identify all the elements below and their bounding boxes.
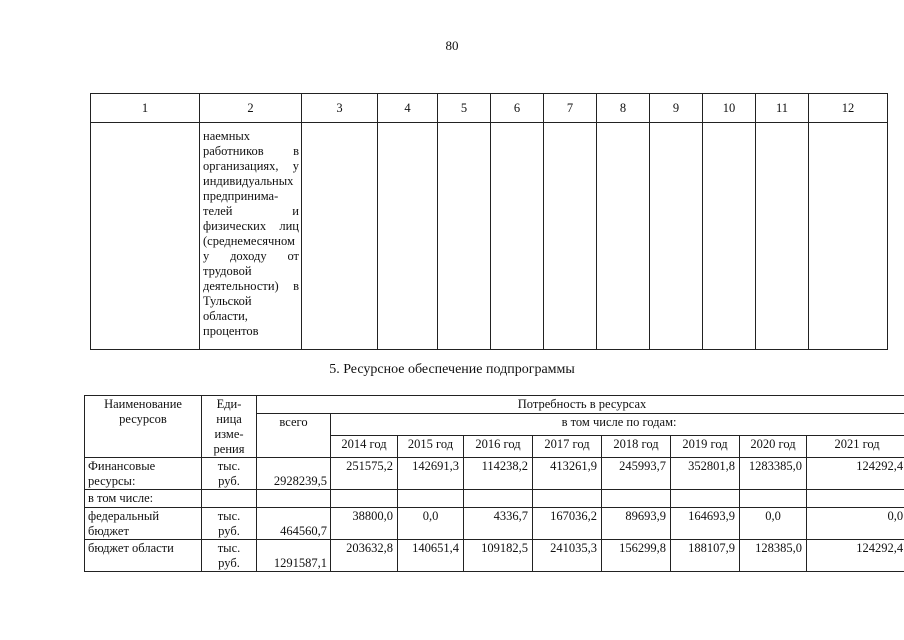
description-line: физических лиц (203, 219, 299, 233)
description-line: организациях, у (203, 159, 299, 173)
description-line: телей и (203, 204, 299, 218)
year-header: 2015 год (398, 436, 464, 458)
description-line: индивидуальных (203, 174, 294, 188)
value-cell: 164693,9 (671, 508, 740, 540)
value-cell: 38800,0 (331, 508, 398, 540)
cell-line: Финансовые (88, 459, 156, 473)
value-cell (533, 490, 602, 508)
value-cell: 352801,8 (671, 458, 740, 490)
resource-table (84, 395, 904, 572)
cell-line: тыс. (217, 509, 241, 523)
column-number-header: 9 (650, 94, 703, 123)
description-line: Тульской (203, 294, 252, 308)
value-cell (740, 490, 807, 508)
column-number-header: 3 (302, 94, 378, 123)
cell-line: руб. (218, 474, 240, 488)
resource-name-cell (85, 540, 202, 572)
value-cell: 167036,2 (533, 508, 602, 540)
unit-cell (202, 458, 257, 490)
unit-cell (202, 490, 257, 508)
value-cell: 413261,9 (533, 458, 602, 490)
column-number-header: 1 (91, 94, 200, 123)
total-cell (257, 490, 331, 508)
header-line: Еди- (216, 397, 242, 411)
top-table (90, 93, 888, 350)
empty-cell (756, 123, 809, 350)
description-line: трудовой (203, 264, 252, 278)
value-cell (807, 490, 904, 508)
year-header: 2020 год (740, 436, 807, 458)
total-header: всего (257, 414, 331, 458)
column-number-header: 8 (597, 94, 650, 123)
description-line: работников в (203, 144, 299, 158)
description-line: наемных (203, 129, 251, 143)
value-cell: 142691,3 (398, 458, 464, 490)
value-cell: 4336,7 (464, 508, 533, 540)
value-cell (464, 490, 533, 508)
table-row (85, 508, 904, 540)
value-cell: 89693,9 (602, 508, 671, 540)
year-header: 2018 год (602, 436, 671, 458)
value-cell: 203632,8 (331, 540, 398, 572)
value-cell: 109182,5 (464, 540, 533, 572)
value-cell: 251575,2 (331, 458, 398, 490)
column-number-header: 2 (200, 94, 302, 123)
value-cell: 0,0 (398, 508, 464, 540)
header-line: ресурсов (119, 412, 167, 426)
description-line: процентов (203, 324, 259, 338)
cell-line: ресурсы: (88, 474, 136, 488)
value-cell: 156299,8 (602, 540, 671, 572)
resource-name-cell (85, 508, 202, 540)
empty-cell (809, 123, 888, 350)
total-cell: 464560,7 (257, 508, 331, 540)
year-header: 2016 год (464, 436, 533, 458)
description-line: у доходу от (203, 249, 299, 263)
value-cell: 128385,0 (740, 540, 807, 572)
empty-cell (438, 123, 491, 350)
column-number-header: 4 (378, 94, 438, 123)
value-cell: 114238,2 (464, 458, 533, 490)
cell-line: бюджет (88, 524, 129, 538)
unit-cell (202, 508, 257, 540)
empty-cell (378, 123, 438, 350)
description-line: области, (203, 309, 248, 323)
year-header: 2019 год (671, 436, 740, 458)
empty-cell (650, 123, 703, 350)
column-number-header: 6 (491, 94, 544, 123)
unit-header (202, 396, 257, 458)
cell-line: тыс. (217, 459, 241, 473)
value-cell: 124292,4 (807, 540, 904, 572)
resource-name-cell (85, 458, 202, 490)
table-row (85, 540, 904, 572)
unit-cell (202, 540, 257, 572)
empty-cell (544, 123, 597, 350)
value-cell (602, 490, 671, 508)
total-cell: 1291587,1 (257, 540, 331, 572)
column-number-header: 11 (756, 94, 809, 123)
value-cell: 1283385,0 (740, 458, 807, 490)
header-line: ница (216, 412, 242, 426)
cell-line: руб. (218, 524, 240, 538)
column-number-header: 12 (809, 94, 888, 123)
description-line: предпринима- (203, 189, 279, 203)
empty-cell (703, 123, 756, 350)
column-number-header: 10 (703, 94, 756, 123)
empty-cell (302, 123, 378, 350)
empty-cell (91, 123, 200, 350)
empty-cell (491, 123, 544, 350)
cell-line: тыс. (217, 541, 241, 555)
value-cell: 0,0 (807, 508, 904, 540)
column-number-header: 7 (544, 94, 597, 123)
empty-cell (597, 123, 650, 350)
description-line: (среднемесячном (203, 234, 295, 248)
value-cell: 241035,3 (533, 540, 602, 572)
value-cell (331, 490, 398, 508)
value-cell (398, 490, 464, 508)
header-line: рения (213, 442, 245, 456)
value-cell: 245993,7 (602, 458, 671, 490)
by-years-header: в том числе по годам: (331, 414, 904, 436)
resource-name-cell (85, 490, 202, 508)
table-row (85, 490, 904, 508)
value-cell: 0,0 (740, 508, 807, 540)
cell-line: в том числе: (88, 491, 154, 505)
indicator-description (200, 123, 302, 350)
page-number: 80 (445, 38, 459, 53)
cell-line: руб. (218, 556, 240, 570)
value-cell (671, 490, 740, 508)
column-number-header: 5 (438, 94, 491, 123)
value-cell: 124292,4 (807, 458, 904, 490)
cell-line: федеральный (88, 509, 160, 523)
section-title: 5. Ресурсное обеспечение подпрограммы (329, 362, 575, 377)
value-cell: 140651,4 (398, 540, 464, 572)
header-line: изме- (214, 427, 244, 441)
header-line: Наименование (104, 397, 182, 411)
year-header: 2017 год (533, 436, 602, 458)
year-header: 2021 год (807, 436, 904, 458)
description-line: деятельности) в (203, 279, 299, 293)
total-cell: 2928239,5 (257, 458, 331, 490)
need-header: Потребность в ресурсах (257, 396, 904, 414)
cell-line: бюджет области (88, 541, 174, 555)
table-row (85, 458, 904, 490)
resource-name-header (85, 396, 202, 458)
value-cell: 188107,9 (671, 540, 740, 572)
year-header: 2014 год (331, 436, 398, 458)
